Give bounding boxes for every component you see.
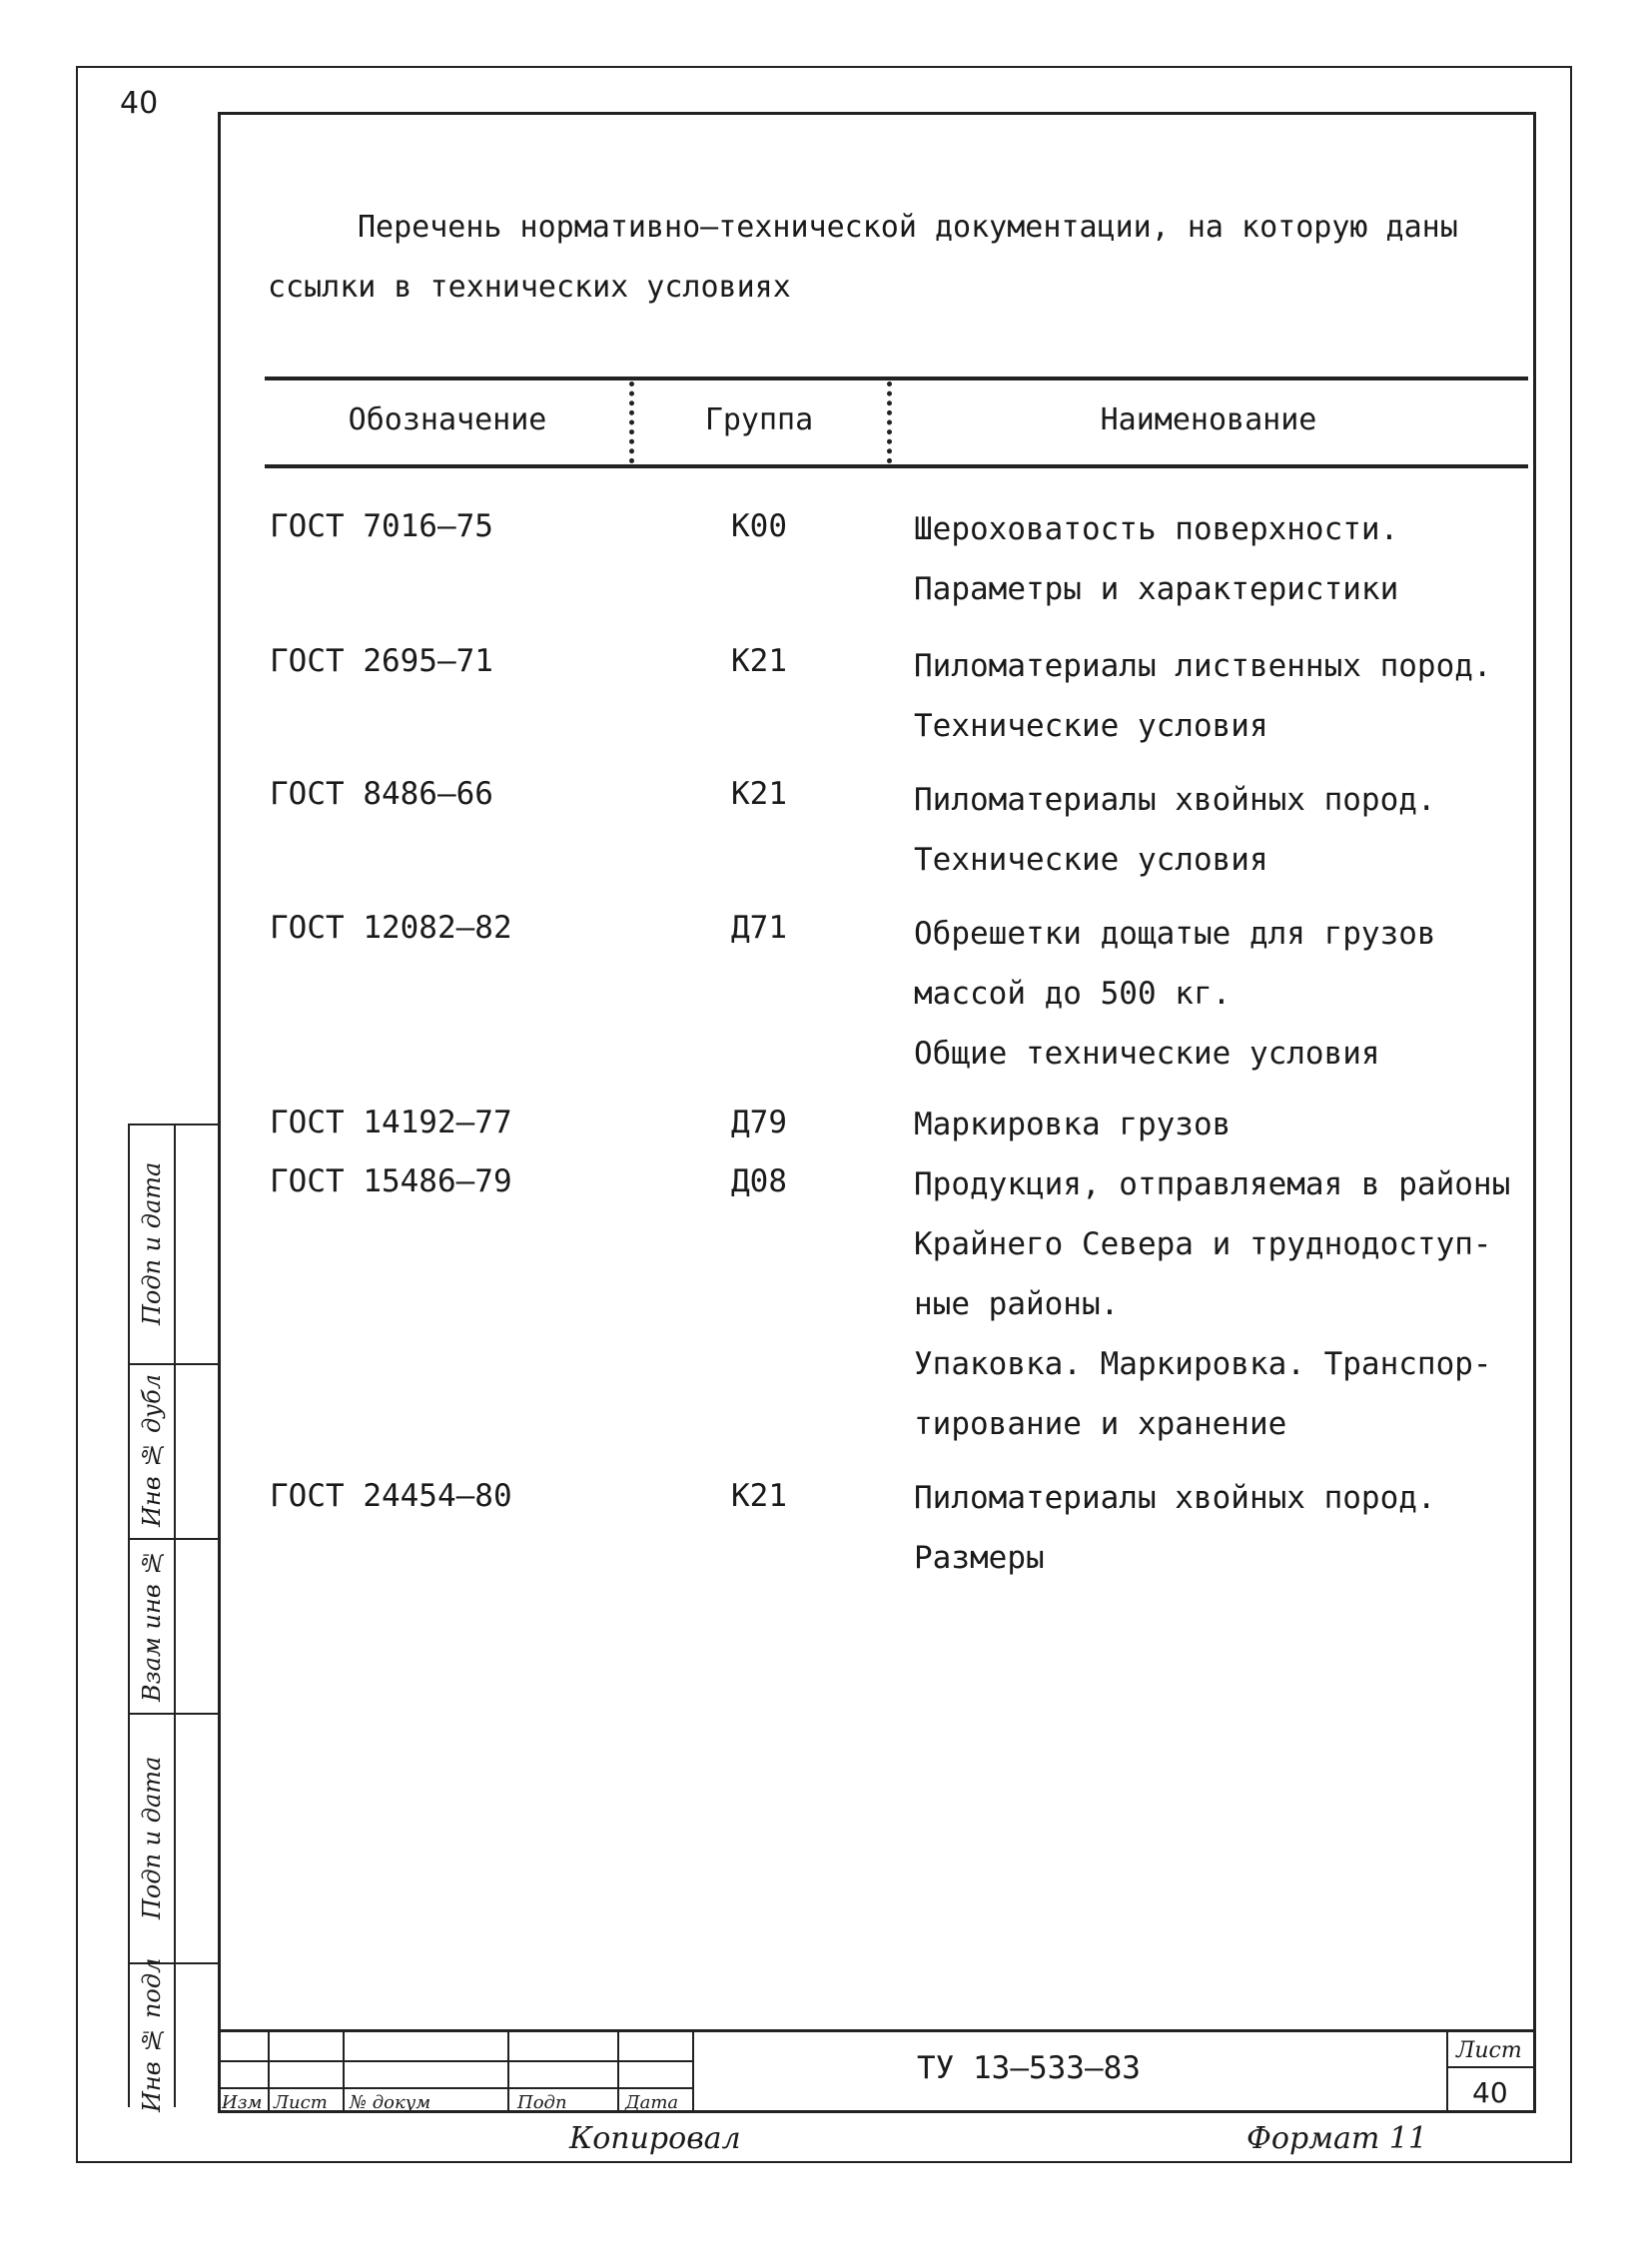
row-designation: ГОСТ 8486–66 <box>270 776 493 812</box>
side-label-sign-date: Подп и дата <box>138 1161 166 1325</box>
row-name-line: тирование и хранение <box>914 1406 1287 1442</box>
row-name-line: Пиломатериалы лиственных пород. <box>914 648 1492 684</box>
row-designation: ГОСТ 15486–79 <box>270 1163 512 1199</box>
side-label-dup-inv: Инв № дубл <box>138 1373 166 1528</box>
row-group: К00 <box>731 508 787 544</box>
row-name-line: Крайнего Севера и труднодоступ- <box>914 1226 1492 1262</box>
row-name-line: Продукция, отправляемая в районы <box>914 1166 1511 1202</box>
title-block-divider <box>617 2032 619 2112</box>
row-name-line: Технические условия <box>914 708 1268 744</box>
label-doc-number: № докум <box>350 2092 431 2113</box>
sheet-number: 40 <box>1472 2076 1508 2109</box>
side-stamp <box>128 1123 220 2112</box>
title-block-rule <box>218 2087 692 2089</box>
row-designation: ГОСТ 7016–75 <box>270 508 493 544</box>
row-name-line: Параметры и характеристики <box>914 571 1399 607</box>
label-change: Изм <box>222 2092 263 2113</box>
document-number: ТУ 13–533–83 <box>917 2050 1141 2086</box>
title-block-divider <box>507 2032 509 2112</box>
table-header-rule <box>265 464 1528 468</box>
title-block-divider <box>268 2032 270 2112</box>
title-block-divider <box>692 2032 694 2112</box>
row-group: К21 <box>731 643 787 679</box>
row-group: Д08 <box>731 1163 787 1199</box>
row-name-line: Технические условия <box>914 842 1268 878</box>
row-name-line: Размеры <box>914 1540 1045 1576</box>
table-top-rule <box>265 376 1528 380</box>
row-name-line: Маркировка грузов <box>914 1107 1232 1142</box>
header-designation: Обозначение <box>348 402 547 437</box>
header-group: Группа <box>704 402 814 437</box>
page-number: 40 <box>120 86 159 121</box>
row-name-line: Упаковка. Маркировка. Транспор- <box>914 1346 1492 1382</box>
header-divider <box>629 381 634 463</box>
title-block-rule <box>218 2060 692 2062</box>
title-block-divider <box>1446 2032 1448 2112</box>
row-group: Д71 <box>731 910 787 946</box>
label-date: Дата <box>625 2092 679 2113</box>
intro-text: Перечень нормативно–технической документации, на которую даны ссылки в технических условиях <box>268 210 1458 305</box>
copied-by: Копировал <box>569 2121 741 2156</box>
title-block-rule <box>1446 2066 1533 2068</box>
intro-paragraph <box>268 198 1516 318</box>
header-name: Наименование <box>1100 402 1317 437</box>
title-block <box>218 2029 1533 2112</box>
row-name-line: Общие технические условия <box>914 1036 1380 1072</box>
row-group: К21 <box>731 1478 787 1514</box>
row-name-line: Пиломатериалы хвойных пород. <box>914 782 1436 818</box>
side-label-replace-inv: Взам инв № <box>138 1548 166 1703</box>
label-signature: Подп <box>517 2092 567 2113</box>
label-sheet: Лист <box>274 2092 328 2113</box>
side-label-orig-inv: Инв № подл <box>138 1957 166 2112</box>
row-name-line: массой до 500 кг. <box>914 976 1232 1012</box>
row-group: К21 <box>731 776 787 812</box>
side-stamp-divider <box>174 1123 176 2107</box>
row-designation: ГОСТ 14192–77 <box>270 1105 512 1140</box>
row-name-line: Обрешетки дощатые для грузов <box>914 916 1436 952</box>
header-divider <box>887 381 892 463</box>
row-name-line: Пиломатериалы хвойных пород. <box>914 1480 1436 1516</box>
row-name-line: Шероховатость поверхности. <box>914 511 1399 547</box>
title-block-divider <box>343 2032 345 2112</box>
sheet-label: Лист <box>1456 2038 1522 2063</box>
row-designation: ГОСТ 12082–82 <box>270 910 512 946</box>
paper-format: Формат 11 <box>1246 2121 1428 2156</box>
row-designation: ГОСТ 24454–80 <box>270 1478 512 1514</box>
row-designation: ГОСТ 2695–71 <box>270 643 493 679</box>
side-label-sign-date-2: Подп и дата <box>138 1756 166 1919</box>
row-name-line: ные районы. <box>914 1286 1120 1322</box>
row-group: Д79 <box>731 1105 787 1140</box>
